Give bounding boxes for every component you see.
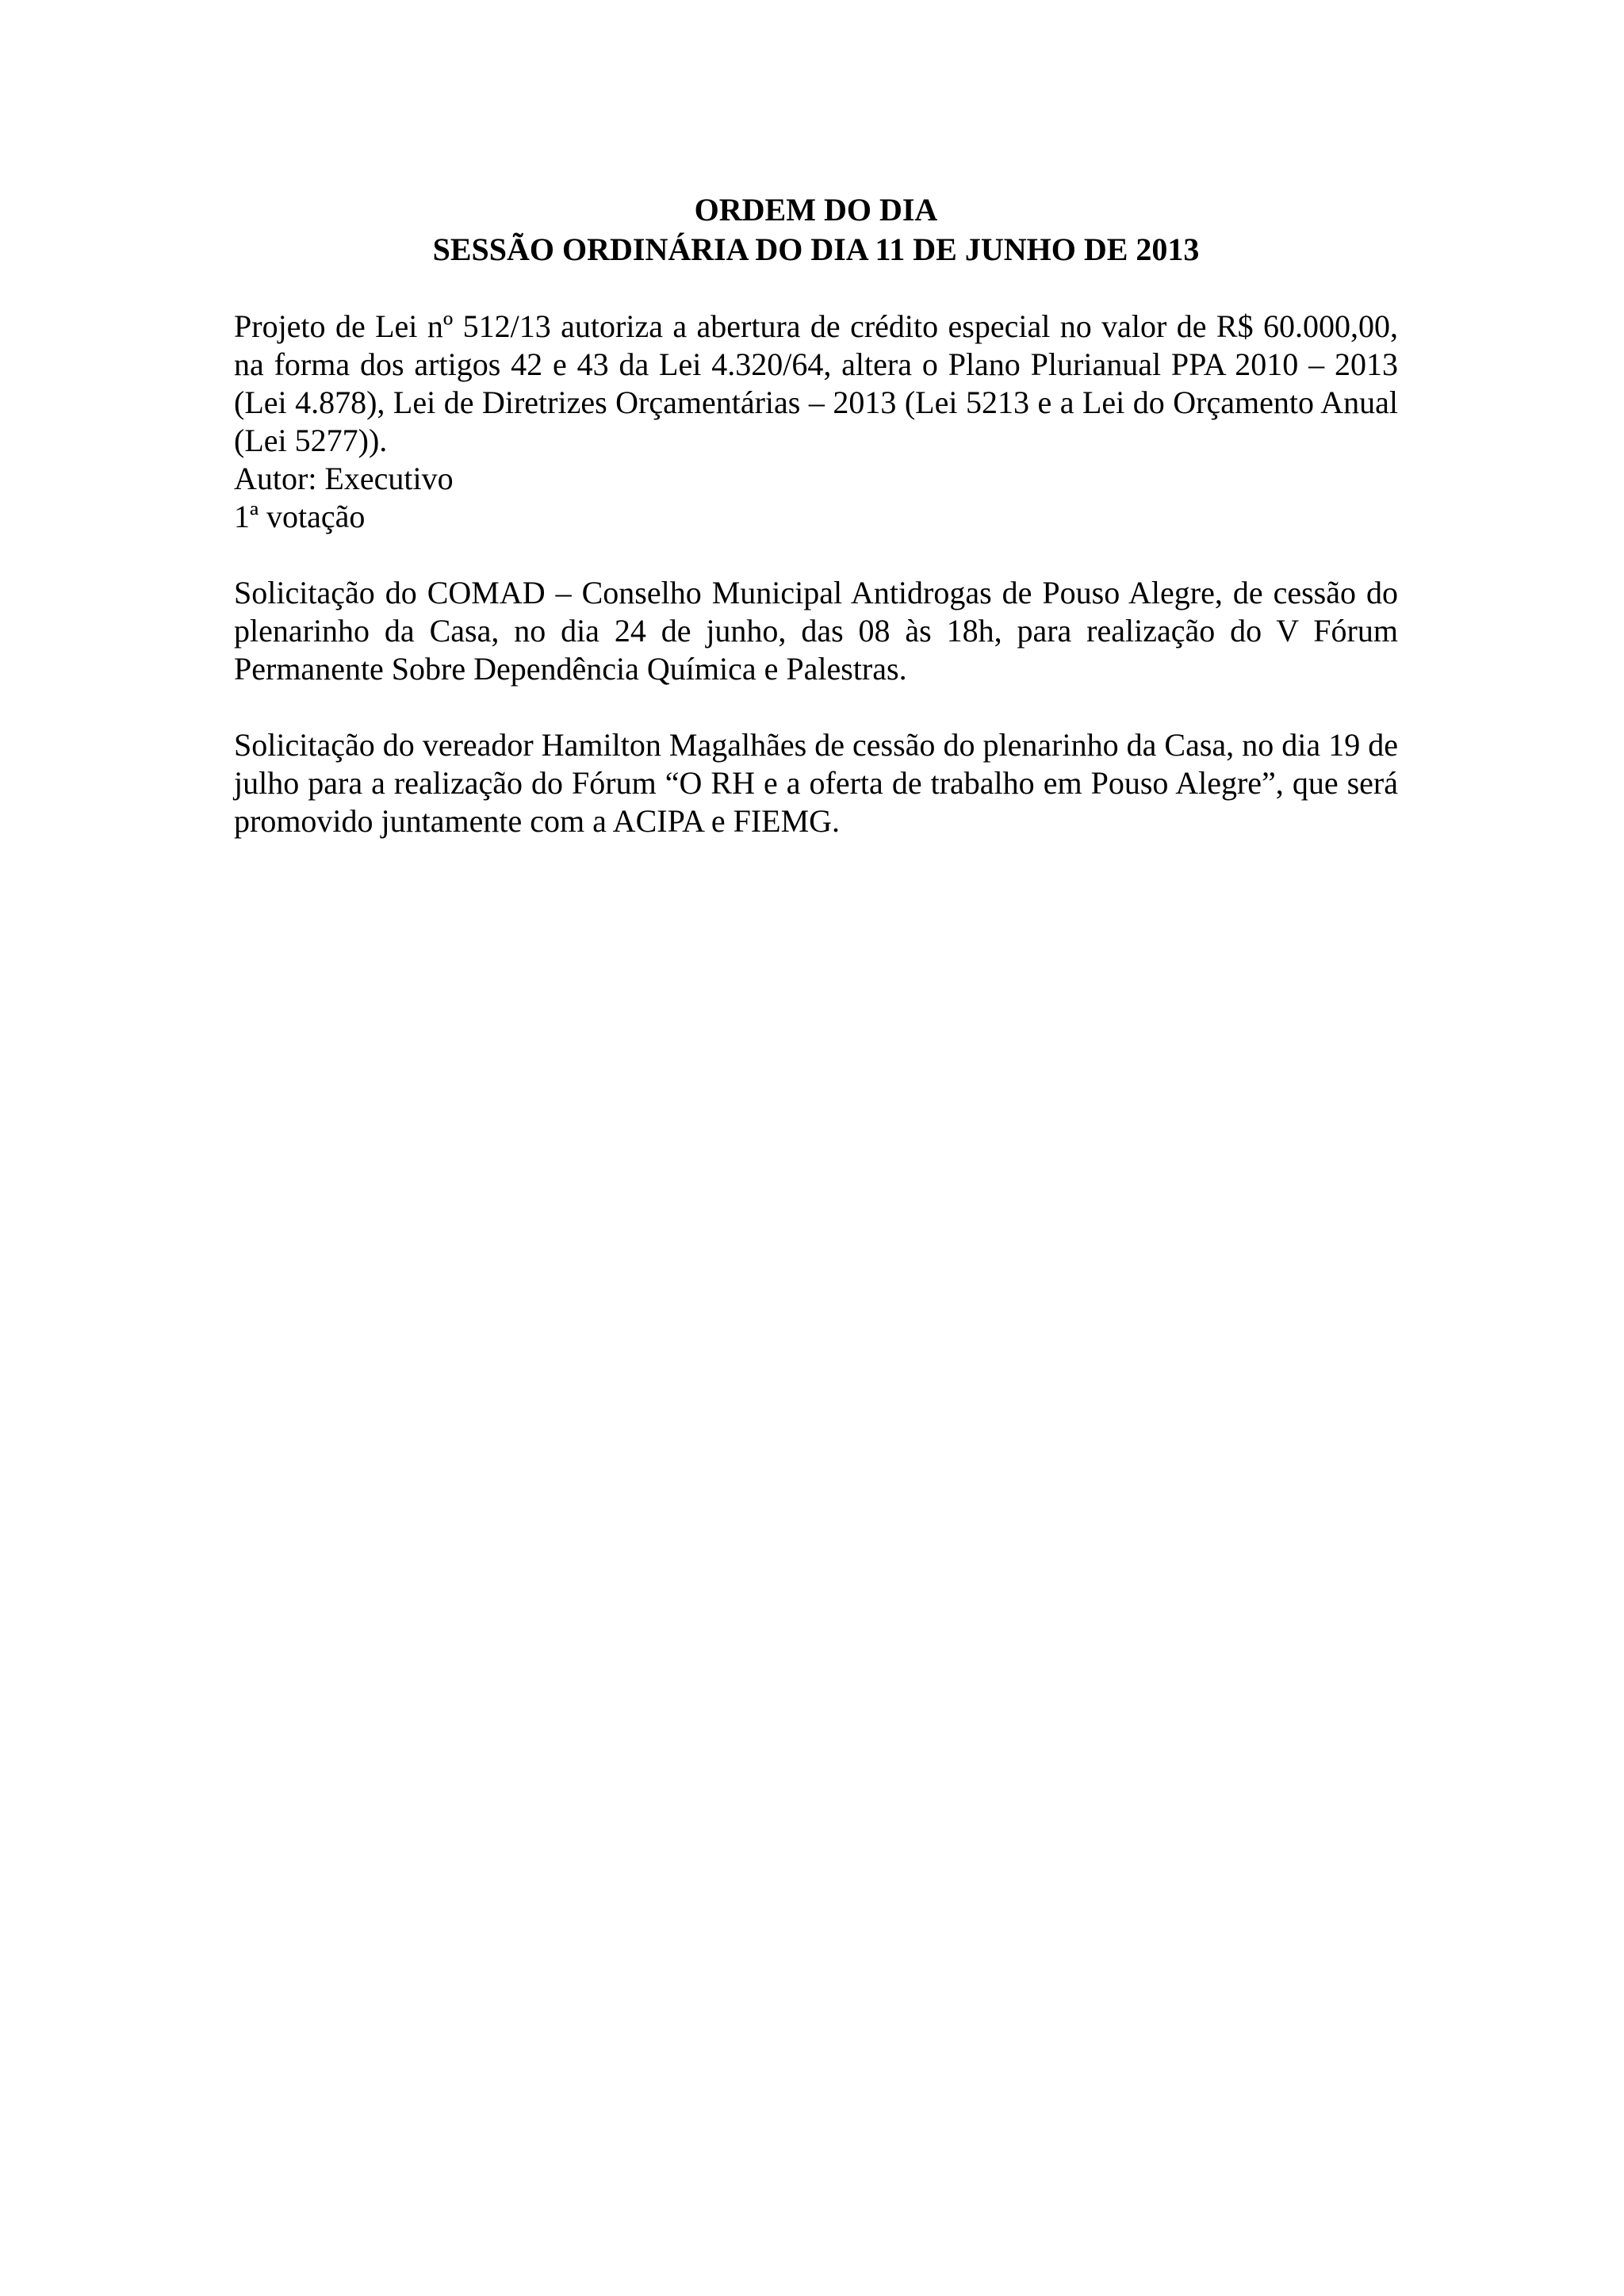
agenda-item-vote: 1ª votação: [234, 499, 366, 534]
agenda-item-text: Solicitação do COMAD – Conselho Municipal Antidrogas de Pouso Alegre, de cessão do plenarinho da Casa, no dia 24 de junho, das 08 às 18h, para realização do V Fórum Permanente Sobre Dependência Química e Palestras.: [234, 575, 1398, 687]
agenda-item-text: Projeto de Lei nº 512/13 autoriza a abertura de crédito especial no valor de R$ 60.000,00, na forma dos artigos 42 e 43 da Lei 4.320/64, altera o Plano Plurianual PPA 2010 – 2013 (Lei 4.878), Lei de Diretrizes Orçamentárias – 2013 (Lei 5213 e a Lei do Orçamento Anual (Lei 5277)).: [234, 308, 1398, 458]
agenda-item-comad-request: [234, 574, 1398, 688]
document-content: [234, 190, 1398, 840]
agenda-item-text: Solicitação do vereador Hamilton Magalhães de cessão do plenarinho da Casa, no dia 19 de julho para a realização do Fórum “O RH e a oferta de trabalho em Pouso Alegre”, que será promovido juntamente com a ACIPA e FIEMG.: [234, 727, 1398, 839]
agenda-item-councilor-request: [234, 726, 1398, 840]
agenda-item-author: Autor: Executivo: [234, 461, 454, 496]
document-title: ORDEM DO DIA: [694, 192, 938, 228]
agenda-item-bill: [234, 308, 1398, 536]
document-subtitle: SESSÃO ORDINÁRIA DO DIA 11 DE JUNHO DE 2013: [432, 232, 1200, 267]
